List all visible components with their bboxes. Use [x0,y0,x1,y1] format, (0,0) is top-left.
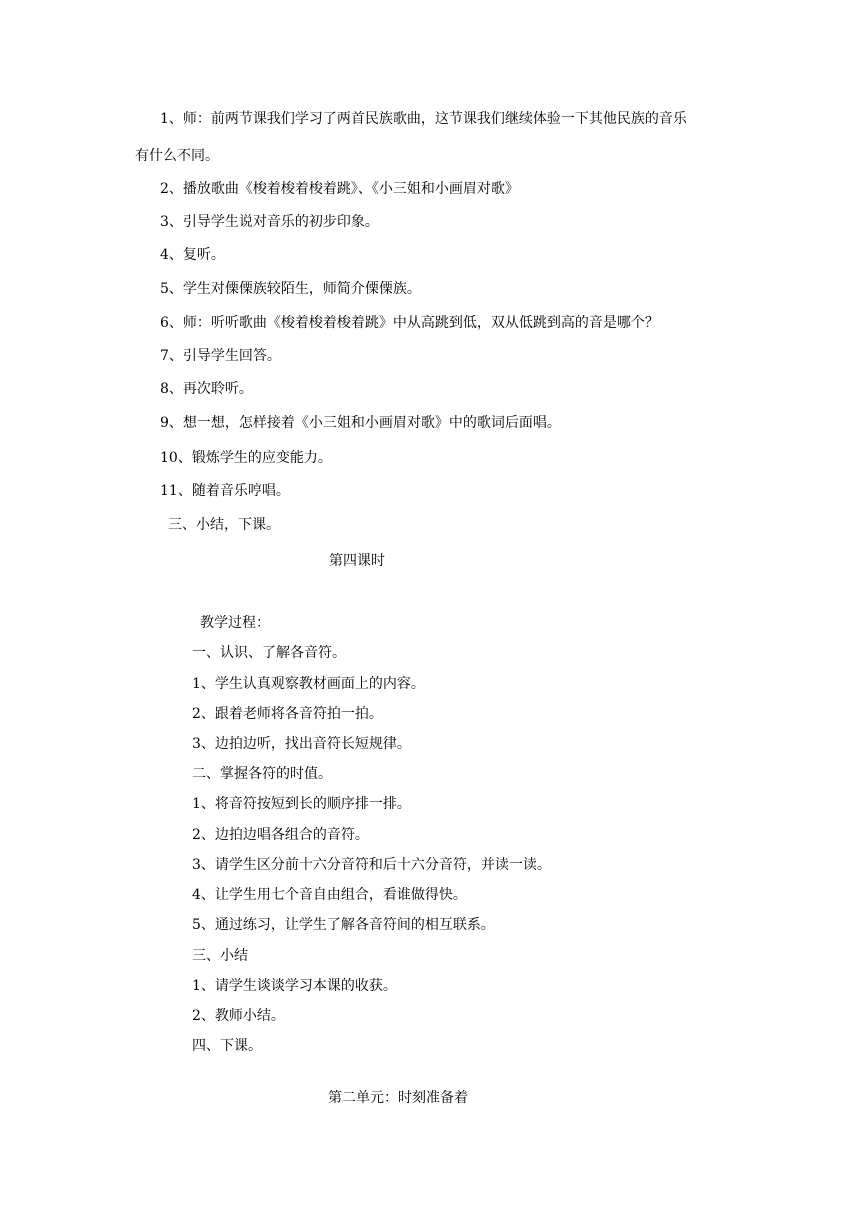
paragraph-item-1: 1、师：前两节课我们学习了两首民族歌曲，这节课我们继续体验一下其他民族的音乐 [160,111,687,127]
list-item: 2、边拍边唱各组合的音符。 [192,827,369,843]
list-item: 4、复听。 [160,247,225,263]
list-item: 1、学生认真观察教材画面上的内容。 [192,676,425,692]
unit-title: 第二单元：时刻准备着 [328,1090,468,1106]
section-heading: 三、小结 [192,948,248,964]
list-item: 6、师：听听歌曲《梭着梭着梭着跳》中从高跳到低，双从低跳到高的音是哪个？ [160,315,659,331]
section-heading: 四、下课。 [192,1038,262,1054]
list-item: 5、学生对傈傈族较陌生，师简介傈傈族。 [160,281,421,297]
process-label: 教学过程： [200,615,270,631]
list-item: 10、锻炼学生的应变能力。 [160,450,332,466]
list-item: 2、跟着老师将各音符拍一拍。 [192,706,383,722]
list-item: 1、请学生谈谈学习本课的收获。 [192,978,397,994]
list-item: 3、边拍边听，找出音符长短规律。 [192,736,411,752]
list-item: 2、教师小结。 [192,1008,285,1024]
list-item: 7、引导学生回答。 [160,348,281,364]
section-heading: 二、掌握各符的时值。 [192,766,332,782]
lesson-title: 第四课时 [329,553,385,569]
list-item: 1、将音符按短到长的顺序排一排。 [192,796,411,812]
list-item: 3、请学生区分前十六分音符和后十六分音符，并读一读。 [192,857,551,873]
paragraph-item-1-continued: 有什么不同。 [135,148,219,164]
list-item: 11、随着音乐哼唱。 [160,483,290,499]
section-summary: 三、小结，下课。 [168,517,280,533]
section-heading: 一、认识、了解各音符。 [192,645,346,661]
list-item: 2、播放歌曲《梭着梭着梭着跳》、《小三姐和小画眉对歌》 [160,181,519,197]
list-item: 4、让学生用七个音自由组合，看谁做得快。 [192,887,467,903]
list-item: 9、想一想，怎样接着《小三姐和小画眉对歌》中的歌词后面唱。 [160,415,561,431]
list-item: 3、引导学生说对音乐的初步印象。 [160,214,379,230]
list-item: 5、通过练习，让学生了解各音符间的相互联系。 [192,917,495,933]
list-item: 8、再次聆听。 [160,381,253,397]
